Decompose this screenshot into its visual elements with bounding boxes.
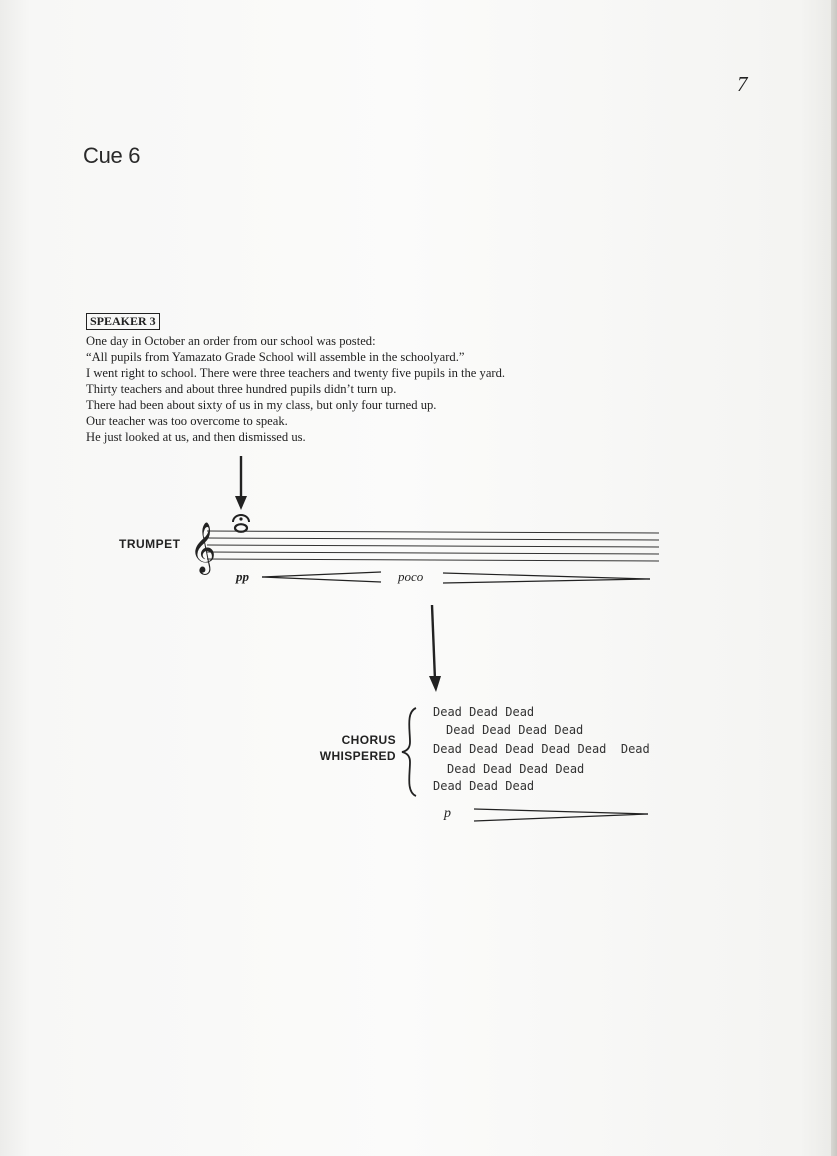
trumpet-staff [207, 531, 659, 561]
chorus-line: Dead Dead Dead [433, 705, 535, 719]
speech-line: He just looked at us, and then dismissed us. [86, 430, 306, 444]
page-number: 7 [737, 72, 748, 96]
cue-title: Cue 6 [83, 143, 141, 168]
chorus-line: Dead Dead Dead Dead [447, 762, 585, 776]
speech-line: One day in October an order from our school was posted: [86, 334, 376, 348]
chorus-diminuendo-hairpin [474, 809, 648, 821]
chorus-line: Dead Dead Dead Dead Dead Dead [433, 742, 650, 756]
dynamic-p: p [444, 806, 451, 821]
dynamic-pp: pp [236, 569, 249, 584]
crescendo-hairpin [262, 572, 381, 582]
fermata-icon [233, 515, 249, 522]
speech-line: There had been about sixty of us in my class, but only four turned up. [86, 398, 437, 412]
diminuendo-hairpin [443, 573, 650, 583]
chorus-label-line: CHORUS [341, 733, 396, 747]
chorus-label-line: WHISPERED [319, 749, 396, 763]
chorus-label [312, 732, 396, 764]
speech-line: I went right to school. There were three teachers and twenty five pupils in the yard. [86, 366, 506, 380]
trumpet-cue-arrow-icon [235, 456, 247, 510]
treble-clef-icon: 𝄞 [190, 522, 217, 573]
speech-line: “All pupils from Yamazato Grade School will assemble in the schoolyard.” [86, 350, 465, 364]
speaker-label-box: SPEAKER 3 [86, 313, 160, 330]
speech-line: Our teacher was too overcome to speak. [86, 414, 288, 428]
chorus-line: Dead Dead Dead [433, 779, 535, 793]
chorus-line: Dead Dead Dead Dead [446, 723, 584, 737]
speech-line: Thirty teachers and about three hundred pupils didn’t turn up. [86, 382, 397, 396]
dynamic-poco: poco [398, 569, 424, 584]
trumpet-label: TRUMPET [119, 537, 181, 551]
chorus-brace-icon [402, 708, 416, 796]
chorus-cue-arrow-icon [429, 605, 441, 692]
